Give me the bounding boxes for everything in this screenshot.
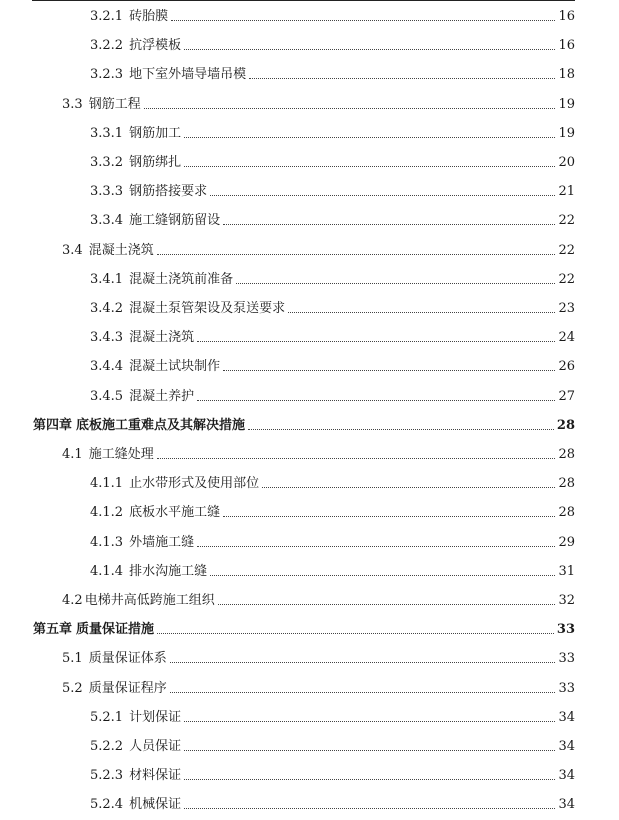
toc-entry-label <box>90 10 168 23</box>
toc-entry-number: 4.1 <box>62 447 83 463</box>
toc-entry[interactable] <box>0 60 575 89</box>
toc-entry[interactable] <box>0 498 575 527</box>
toc-entry[interactable] <box>0 2 575 31</box>
toc-entry-title: 抗浮模板 <box>129 38 182 54</box>
toc-entry-number: 3.4.4 <box>90 359 124 375</box>
toc-entry-number: 4.1.3 <box>90 534 124 550</box>
toc-entry-page: 32 <box>558 593 575 609</box>
dot-leader <box>170 662 556 663</box>
dot-leader <box>210 575 555 576</box>
toc-entry-label <box>90 185 207 198</box>
toc-entry-number: 5.2.2 <box>90 739 124 755</box>
toc-entry-page: 26 <box>558 359 575 375</box>
toc-entry-number: 5.2.3 <box>90 768 124 784</box>
toc-entry-label <box>33 419 245 432</box>
toc-entry[interactable] <box>0 90 575 119</box>
toc-entry-page: 33 <box>558 651 575 667</box>
toc-entry-number: 第四章 <box>33 417 73 433</box>
toc-entry-title: 钢筋加工 <box>129 125 182 141</box>
toc-chapter-entry[interactable] <box>0 615 575 644</box>
toc-entry-page: 19 <box>558 125 575 141</box>
dot-leader <box>223 516 555 517</box>
toc-entry-number: 第五章 <box>33 622 73 638</box>
toc-entry-page: 34 <box>558 797 575 813</box>
toc-entry-title: 地下室外墙导墙吊模 <box>129 67 247 83</box>
toc-entry-title: 混凝土养护 <box>129 388 195 404</box>
toc-entry-label <box>90 68 246 81</box>
dot-leader <box>170 692 556 693</box>
toc-entry-label <box>90 798 181 811</box>
toc-entry-page: 33 <box>558 680 575 696</box>
dot-leader <box>248 429 554 430</box>
toc-entry-label <box>90 565 207 578</box>
toc-entry-label <box>90 331 194 344</box>
toc-entry-label <box>90 127 181 140</box>
dot-leader <box>144 108 556 109</box>
toc-entry-title: 底板施工重难点及其解决措施 <box>76 417 246 433</box>
toc-entry-title: 砖胎膜 <box>129 9 169 25</box>
dot-leader <box>184 137 555 138</box>
toc-entry[interactable] <box>0 236 575 265</box>
dot-leader <box>197 341 555 342</box>
toc-entry[interactable] <box>0 586 575 615</box>
toc-entry-page: 16 <box>558 38 575 54</box>
toc-entry[interactable] <box>0 323 575 352</box>
toc-entry[interactable] <box>0 440 575 469</box>
toc-entry-number: 3.3.2 <box>90 155 124 171</box>
toc-entry[interactable] <box>0 382 575 411</box>
toc-entry-title: 钢筋绑扎 <box>129 155 182 171</box>
toc-chapter-entry[interactable] <box>0 411 575 440</box>
dot-leader <box>157 633 554 634</box>
toc-entry-title: 人员保证 <box>129 739 182 755</box>
dot-leader <box>223 370 555 371</box>
toc-entry[interactable] <box>0 790 575 819</box>
toc-entry-page: 34 <box>558 739 575 755</box>
toc-entry-title: 质量保证体系 <box>88 651 167 667</box>
dot-leader <box>184 49 555 50</box>
toc-entry[interactable] <box>0 644 575 673</box>
toc-entry-page: 31 <box>558 563 575 579</box>
toc-entry-page: 19 <box>558 96 575 112</box>
toc-entry-title: 电梯井高低跨施工组织 <box>84 593 215 609</box>
toc-entry-title: 止水带形式及使用部位 <box>129 476 260 492</box>
toc-entry[interactable] <box>0 469 575 498</box>
toc-entry-page: 33 <box>556 622 575 638</box>
dot-leader <box>184 750 555 751</box>
toc-entry-number: 5.2.4 <box>90 797 124 813</box>
toc-entry-page: 22 <box>558 242 575 258</box>
toc-entry-number: 5.1 <box>62 651 83 667</box>
toc-entry-title: 施工缝处理 <box>88 447 154 463</box>
toc-entry-page: 18 <box>558 67 575 83</box>
dot-leader <box>157 254 556 255</box>
dot-leader <box>288 312 555 313</box>
toc-entry[interactable] <box>0 206 575 235</box>
toc-entry-number: 3.3.3 <box>90 184 124 200</box>
toc-entry-title: 机械保证 <box>129 797 182 813</box>
toc-entry-page: 24 <box>558 330 575 346</box>
toc-entry-title: 外墙施工缝 <box>129 534 195 550</box>
toc-entry-number: 3.3.4 <box>90 213 124 229</box>
dot-leader <box>262 487 555 488</box>
toc-entry-label <box>90 39 181 52</box>
toc-entry-label <box>90 506 220 519</box>
toc-entry-label <box>62 244 154 257</box>
toc-entry-title: 混凝土浇筑 <box>88 242 154 258</box>
toc-entry-number: 3.4.5 <box>90 388 124 404</box>
toc-entry-label <box>62 594 215 607</box>
dot-leader <box>210 195 555 196</box>
toc-entry[interactable] <box>0 528 575 557</box>
toc-entry-number: 3.2.3 <box>90 67 124 83</box>
toc-entry-title: 排水沟施工缝 <box>129 563 208 579</box>
toc-entry-label <box>62 98 141 111</box>
toc-entry-label <box>90 156 181 169</box>
toc-entry-number: 3.2.2 <box>90 38 124 54</box>
toc-entry[interactable] <box>0 732 575 761</box>
toc-entry-number: 3.2.1 <box>90 9 124 25</box>
toc-entry-number: 5.2 <box>62 680 83 696</box>
toc-entry-page: 21 <box>558 184 575 200</box>
toc-entry-label <box>62 652 167 665</box>
toc-entry-number: 4.1.2 <box>90 505 124 521</box>
toc-entry-page: 34 <box>558 768 575 784</box>
toc-entry-label <box>90 390 194 403</box>
toc-entry[interactable] <box>0 703 575 732</box>
toc-entry-number: 5.2.1 <box>90 709 124 725</box>
toc-entry-number: 3.4 <box>62 242 83 258</box>
toc-entry-label <box>33 623 154 636</box>
dot-leader <box>171 20 555 21</box>
toc-entry-number: 4.2 <box>62 593 83 609</box>
toc-entry-label <box>62 448 154 461</box>
toc-entry-label <box>90 360 220 373</box>
dot-leader <box>184 808 555 809</box>
toc-entry-label <box>90 536 194 549</box>
toc-entry-page: 28 <box>556 417 575 433</box>
toc-entry-label <box>90 214 220 227</box>
toc-entry-page: 28 <box>558 447 575 463</box>
toc-entry-label <box>90 477 259 490</box>
dot-leader <box>197 400 555 401</box>
dot-leader <box>218 604 556 605</box>
toc-entry[interactable] <box>0 265 575 294</box>
top-rule <box>32 0 575 1</box>
toc-entry-page: 28 <box>558 505 575 521</box>
dot-leader <box>223 224 555 225</box>
toc-entry-label <box>90 740 181 753</box>
toc-entry[interactable] <box>0 119 575 148</box>
toc-entry-title: 底板水平施工缝 <box>129 505 221 521</box>
toc-entry[interactable] <box>0 294 575 323</box>
toc-entry-number: 4.1.1 <box>90 476 124 492</box>
toc-entry-number: 3.4.1 <box>90 271 124 287</box>
toc-entry-label <box>90 769 181 782</box>
toc-entry-label <box>62 682 167 695</box>
toc-entry-title: 施工缝钢筋留设 <box>129 213 221 229</box>
toc-entry-page: 16 <box>558 9 575 25</box>
toc-entry-page: 22 <box>558 213 575 229</box>
toc-entry-label <box>90 273 233 286</box>
dot-leader <box>249 78 555 79</box>
dot-leader <box>184 166 555 167</box>
dot-leader <box>236 283 555 284</box>
toc-entry-title: 钢筋搭接要求 <box>129 184 208 200</box>
toc-entry-page: 27 <box>558 388 575 404</box>
dot-leader <box>157 458 556 459</box>
toc-entry[interactable] <box>0 557 575 586</box>
toc-entry-title: 质量保证措施 <box>76 622 155 638</box>
toc-entry-page: 29 <box>558 534 575 550</box>
toc-entry-title: 混凝土浇筑前准备 <box>129 271 234 287</box>
toc-entry-page: 23 <box>558 301 575 317</box>
toc-entry-title: 材料保证 <box>129 768 182 784</box>
toc-entry-label <box>90 302 285 315</box>
toc-entry-page: 34 <box>558 709 575 725</box>
toc-entry-number: 3.3 <box>62 96 83 112</box>
toc-entry-label <box>90 711 181 724</box>
toc-entry-page: 22 <box>558 271 575 287</box>
toc-entry-page: 28 <box>558 476 575 492</box>
dot-leader <box>184 779 555 780</box>
toc-entry[interactable] <box>0 674 575 703</box>
toc-entry-number: 3.4.3 <box>90 330 124 346</box>
toc-entry-title: 质量保证程序 <box>88 680 167 696</box>
toc-entry-title: 混凝土试块制作 <box>129 359 221 375</box>
toc-entry[interactable] <box>0 148 575 177</box>
toc-entry-title: 混凝土泵管架设及泵送要求 <box>129 301 286 317</box>
toc-entry-number: 4.1.4 <box>90 563 124 579</box>
toc-entry-title: 混凝土浇筑 <box>129 330 195 346</box>
toc-entry-number: 3.3.1 <box>90 125 124 141</box>
toc-entry-page: 20 <box>558 155 575 171</box>
dot-leader <box>197 546 555 547</box>
toc-entry-title: 钢筋工程 <box>88 96 141 112</box>
toc-entry[interactable] <box>0 761 575 790</box>
toc-entry[interactable] <box>0 177 575 206</box>
toc-entry-number: 3.4.2 <box>90 301 124 317</box>
toc-entry[interactable] <box>0 31 575 60</box>
dot-leader <box>184 721 555 722</box>
toc-entry[interactable] <box>0 352 575 381</box>
toc-entry-title: 计划保证 <box>129 709 182 725</box>
